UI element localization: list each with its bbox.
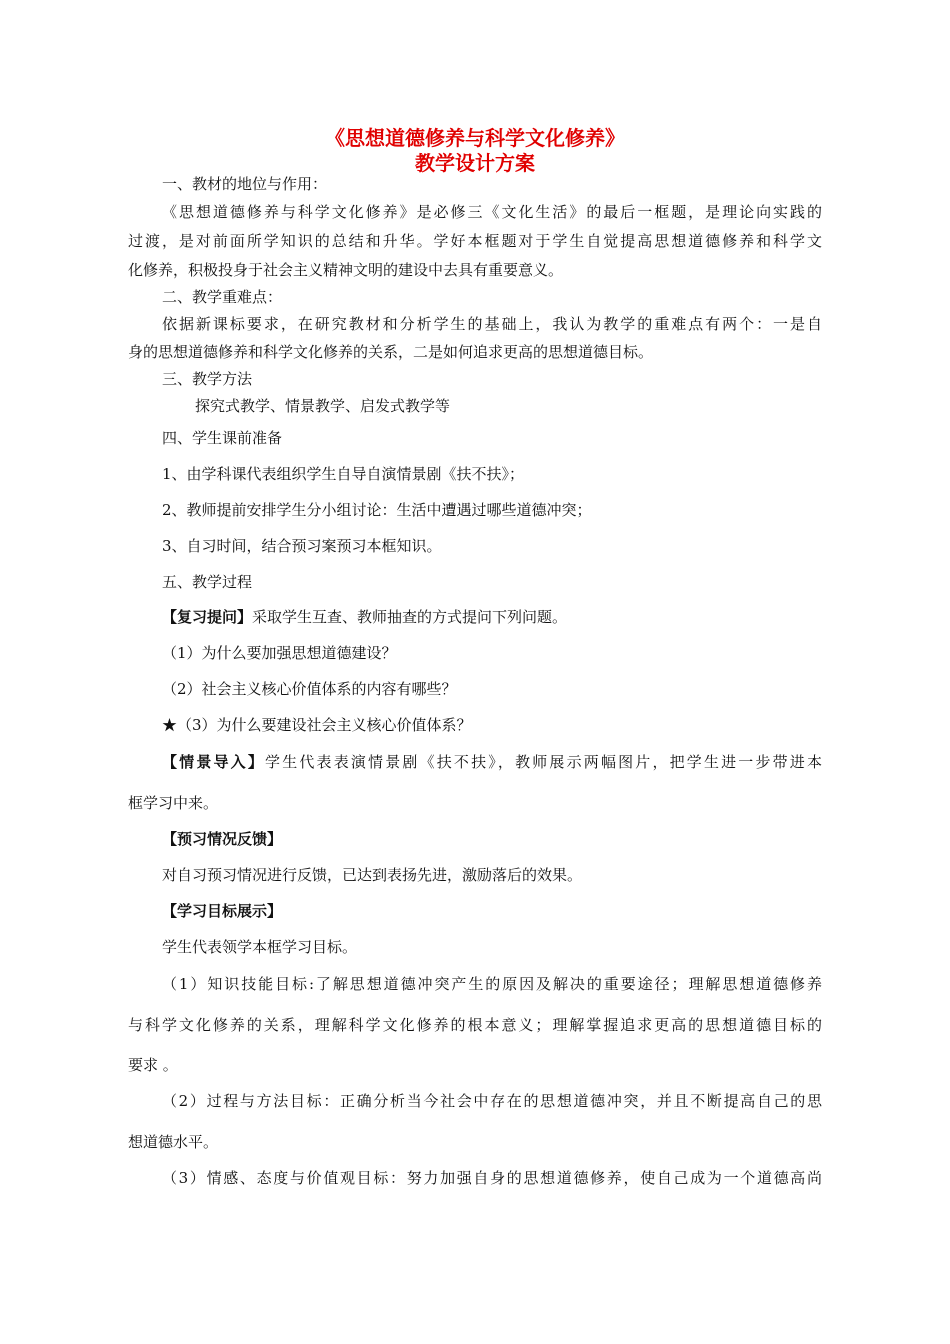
- section4-item1: 1、由学科课代表组织学生自导自演情景剧《扶不扶》；: [162, 465, 525, 483]
- goals-intro: 学生代表领学本框学习目标。: [162, 938, 358, 956]
- question3: ★（3）为什么要建设社会主义核心价值体系？: [162, 716, 472, 734]
- section1-paragraph-line1: 《思想道德修养与科学文化修养》是必修三《文化生活》的最后一框题，是理论向实践的: [162, 203, 822, 221]
- goal2-line1: （2）过程与方法目标：正确分析当今社会中存在的思想道德冲突，并且不断提高自己的思: [162, 1092, 822, 1110]
- section4-heading: 四、学生课前准备: [162, 429, 283, 447]
- review-label: 【复习提问】: [162, 608, 253, 626]
- section1-paragraph-line2: 过渡，是对前面所学知识的总结和升华。学好本框题对于学生自觉提高思想道德修养和科学文: [128, 232, 822, 250]
- document-title: 《思想道德修养与科学文化修养》: [325, 126, 625, 150]
- question2: （2）社会主义核心价值体系的内容有哪些？: [162, 680, 457, 698]
- goal2-line2: 想道德水平。: [128, 1133, 219, 1151]
- section4-item3: 3、自习时间，结合预习案预习本框知识。: [162, 537, 442, 555]
- section3-body: 探究式教学、情景教学、启发式教学等: [195, 397, 451, 415]
- intro-text: 学生代表表演情景剧《扶不扶》，教师展示两幅图片，把学生进一步带进本: [265, 753, 822, 771]
- feedback-text: 对自习预习情况进行反馈，已达到表扬先进，激励落后的效果。: [162, 866, 583, 884]
- document-subtitle: 教学设计方案: [415, 151, 535, 175]
- goal1-line3: 要求 。: [128, 1056, 178, 1074]
- intro-label: 【情景导入】: [162, 753, 266, 771]
- goal3-line1: （3）情感、态度与价值观目标：努力加强自身的思想道德修养，使自己成为一个道德高尚: [162, 1169, 822, 1187]
- question1: （1）为什么要加强思想道德建设？: [162, 644, 397, 662]
- section5-heading: 五、教学过程: [162, 573, 253, 591]
- intro-line1: [162, 752, 822, 772]
- section1-paragraph-line3: 化修养，积极投身于社会主义精神文明的建设中去具有重要意义。: [128, 261, 564, 279]
- section2-heading: 二、教学重难点：: [162, 288, 283, 306]
- review-text: 采取学生互查、教师抽查的方式提问下列问题。: [252, 608, 568, 626]
- goals-label: 【学习目标展示】: [162, 902, 283, 920]
- feedback-label: 【预习情况反馈】: [162, 830, 283, 848]
- section1-heading: 一、教材的地位与作用：: [162, 175, 328, 193]
- goal1-line2: 与科学文化修养的关系，理解科学文化修养的根本意义；理解掌握追求更高的思想道德目标的: [128, 1016, 822, 1034]
- section2-paragraph-line2: 身的思想道德修养和科学文化修养的关系，二是如何追求更高的思想道德目标。: [128, 343, 654, 361]
- section2-paragraph-line1: 依据新课标要求，在研究教材和分析学生的基础上，我认为教学的重难点有两个：一是自: [162, 315, 822, 333]
- section3-heading: 三、教学方法: [162, 370, 253, 388]
- review-line: [162, 607, 567, 627]
- goal1-line1: （1）知识技能目标:了解思想道德冲突产生的原因及解决的重要途径；理解思想道德修养: [162, 975, 822, 993]
- intro-line2: 框学习中来。: [128, 794, 219, 812]
- section4-item2: 2、教师提前安排学生分小组讨论：生活中遭遇过哪些道德冲突；: [162, 501, 592, 519]
